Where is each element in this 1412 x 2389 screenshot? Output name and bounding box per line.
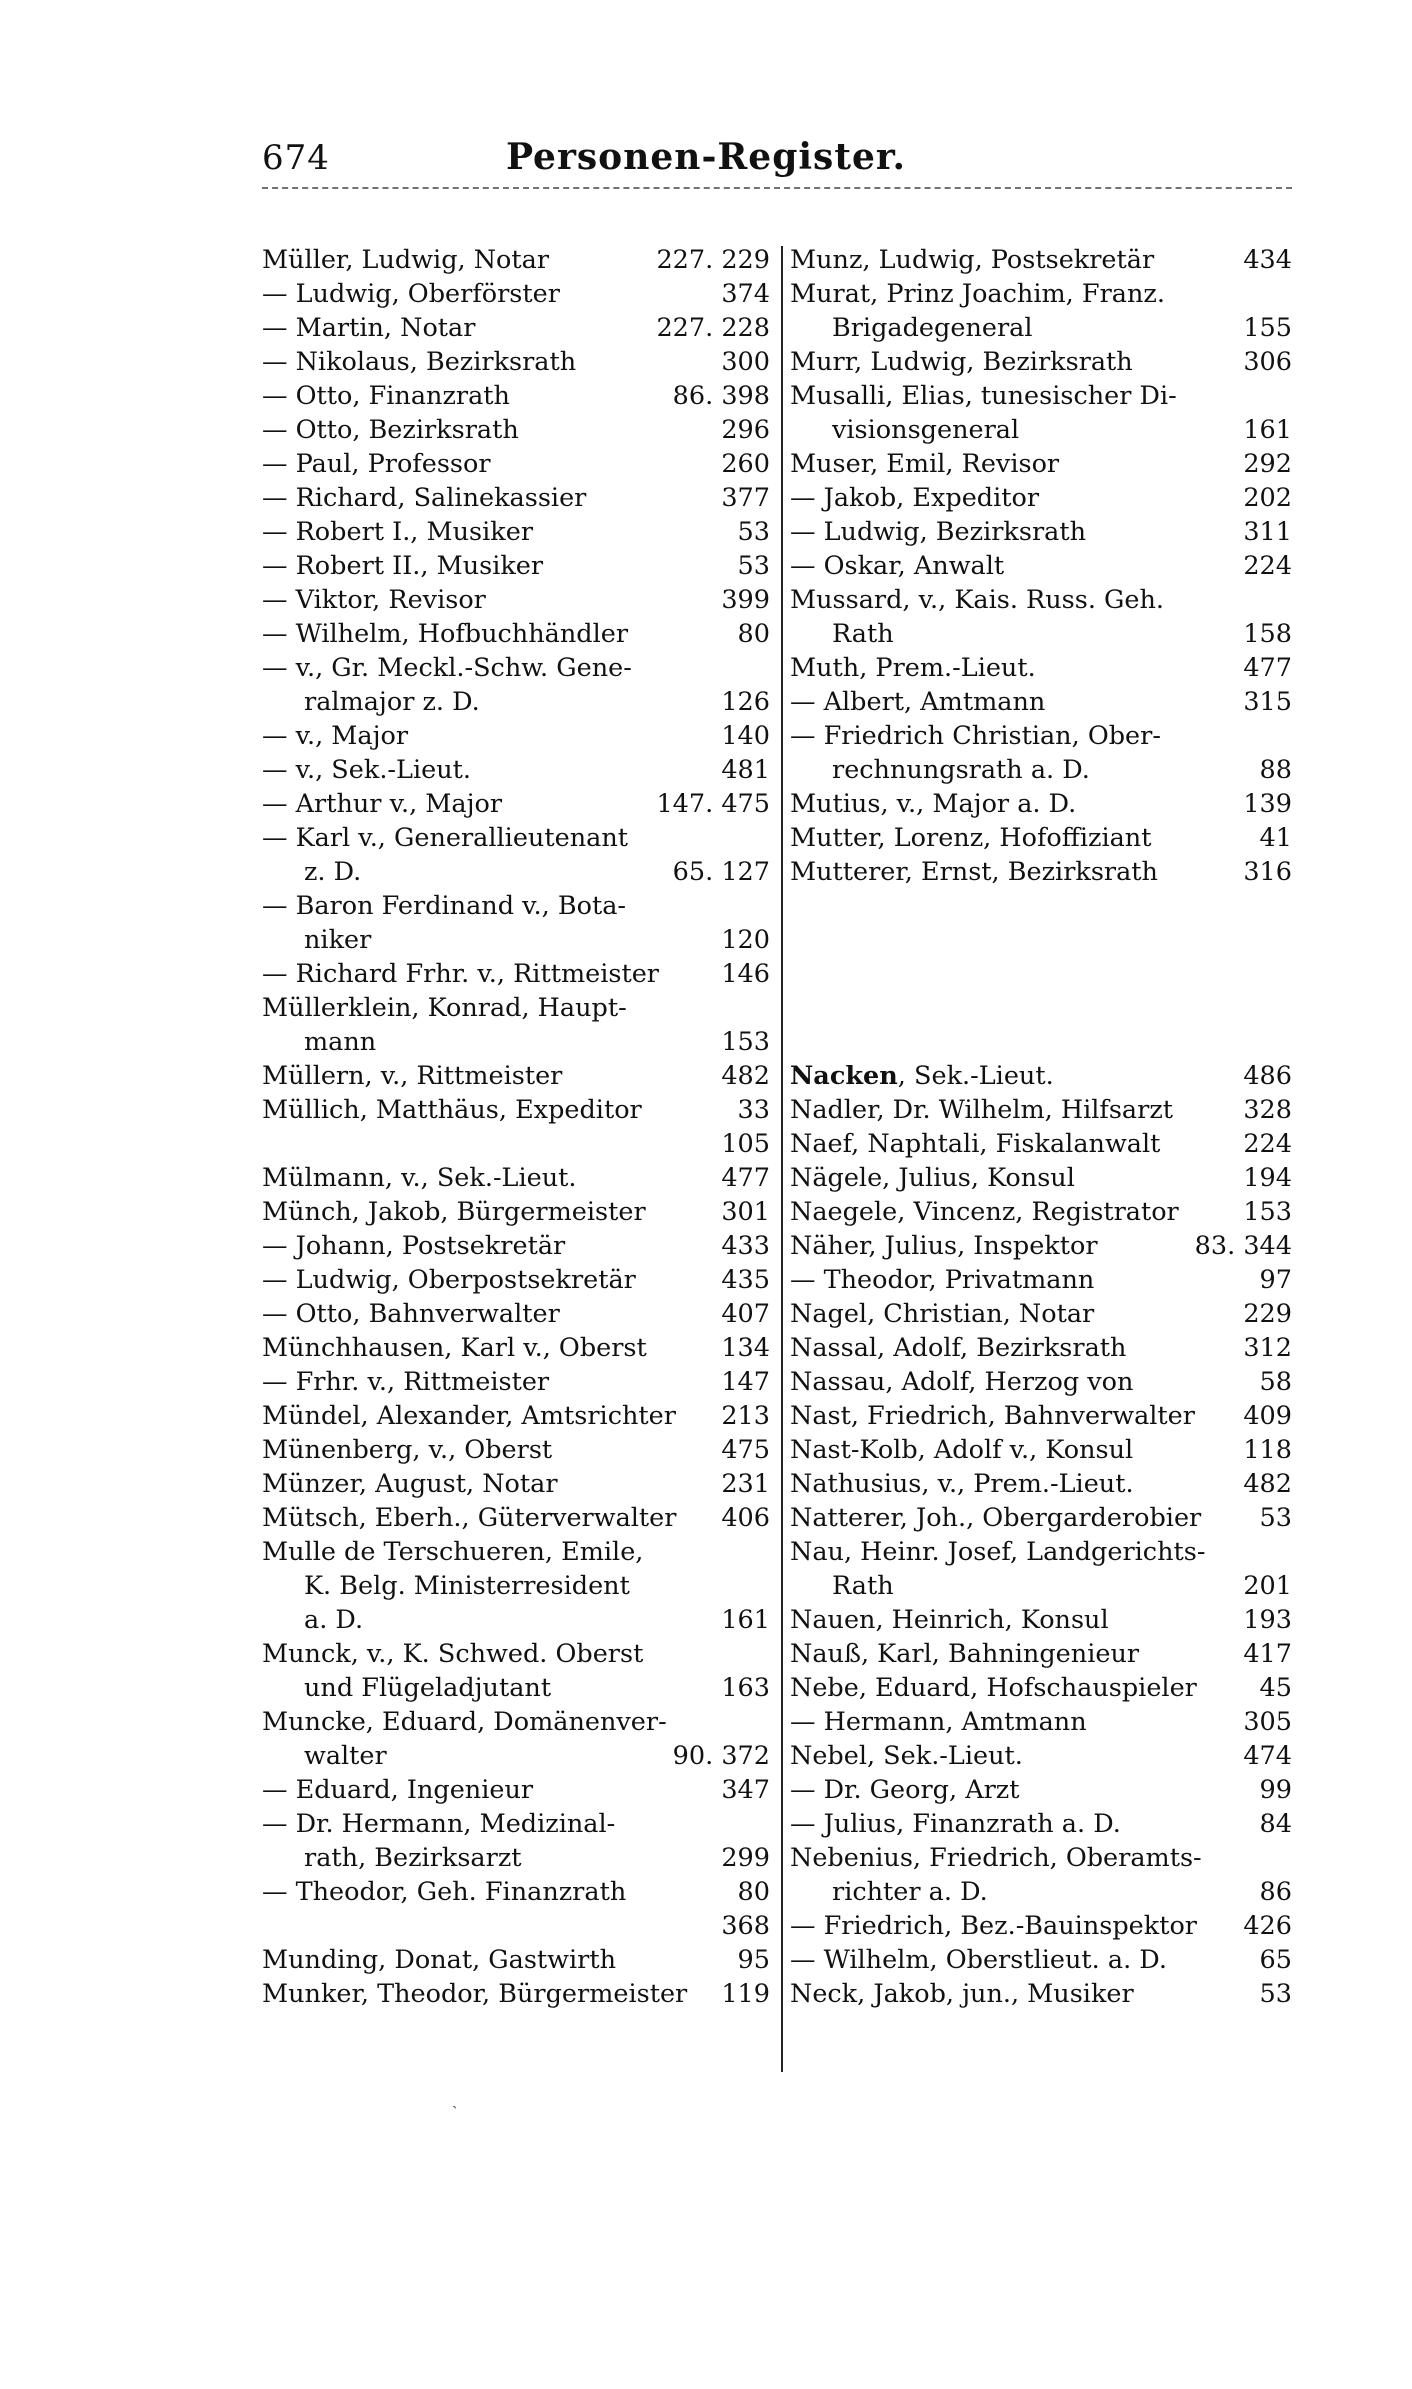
entry-name: Müllern, v., Rittmeister bbox=[262, 1061, 563, 1091]
entry-name: Mütsch, Eberh., Güterverwalter bbox=[262, 1503, 677, 1533]
page-reference: 147. 475 bbox=[656, 789, 770, 819]
register-entry bbox=[262, 549, 770, 583]
entry-name: Nagel, Christian, Notar bbox=[790, 1299, 1095, 1329]
register-entry bbox=[262, 685, 770, 719]
register-entry bbox=[790, 821, 1292, 855]
entry-name: Musalli, Elias, tunesischer Di- bbox=[790, 381, 1177, 411]
entry-name: — Johann, Postsekretär bbox=[262, 1231, 566, 1261]
register-entry bbox=[790, 379, 1292, 413]
entry-name: — Baron Ferdinand v., Bota- bbox=[262, 891, 627, 921]
entry-continuation-text: Brigadegeneral bbox=[832, 313, 1033, 343]
page-reference: 477 bbox=[721, 1163, 770, 1193]
register-entry bbox=[262, 991, 770, 1025]
register-entry bbox=[790, 719, 1292, 753]
register-entry bbox=[790, 787, 1292, 821]
page-reference: 306 bbox=[1243, 347, 1292, 377]
register-entry bbox=[262, 243, 770, 277]
entry-name: Munz, Ludwig, Postsekretär bbox=[790, 245, 1155, 275]
column-divider bbox=[781, 246, 783, 2072]
blank-line bbox=[790, 991, 1292, 1025]
entry-name: — Theodor, Privatmann bbox=[790, 1265, 1095, 1295]
page-reference: 482 bbox=[721, 1061, 770, 1091]
entry-name: Müllich, Matthäus, Expeditor bbox=[262, 1095, 642, 1125]
register-entry bbox=[262, 1025, 770, 1059]
section-lead-word: Nacken bbox=[790, 1061, 898, 1091]
blank-line bbox=[790, 889, 1292, 923]
entry-name: Münenberg, v., Oberst bbox=[262, 1435, 553, 1465]
page-reference: 53 bbox=[1259, 1979, 1292, 2009]
register-entry bbox=[790, 583, 1292, 617]
entry-name: Naegele, Vincenz, Registrator bbox=[790, 1197, 1179, 1227]
page-reference: 311 bbox=[1243, 517, 1292, 547]
register-entry bbox=[790, 1569, 1292, 1603]
entry-name: Mündel, Alexander, Amtsrichter bbox=[262, 1401, 676, 1431]
entry-name: Müllerklein, Konrad, Haupt- bbox=[262, 993, 627, 1023]
page-reference: 316 bbox=[1243, 857, 1292, 887]
blank-line bbox=[790, 957, 1292, 991]
page-reference: 474 bbox=[1243, 1741, 1292, 1771]
register-entry bbox=[790, 1943, 1292, 1977]
register-entry bbox=[790, 1161, 1292, 1195]
entry-continuation-text: ralmajor z. D. bbox=[304, 687, 480, 717]
page-reference: 434 bbox=[1243, 245, 1292, 275]
entry-name: Naef, Naphtali, Fiskalanwalt bbox=[790, 1129, 1161, 1159]
page-reference: 433 bbox=[721, 1231, 770, 1261]
register-entry bbox=[262, 379, 770, 413]
register-entry bbox=[790, 1195, 1292, 1229]
register-entry bbox=[262, 481, 770, 515]
register-entry bbox=[790, 1637, 1292, 1671]
register-entry bbox=[790, 1739, 1292, 1773]
page-reference: 90. 372 bbox=[672, 1741, 770, 1771]
header-rule bbox=[262, 187, 1292, 189]
register-entry bbox=[790, 1433, 1292, 1467]
page-reference: 53 bbox=[737, 551, 770, 581]
entry-name: Munding, Donat, Gastwirth bbox=[262, 1945, 617, 1975]
page-reference: 155 bbox=[1243, 313, 1292, 343]
page-reference: 95 bbox=[737, 1945, 770, 1975]
entry-name: — Richard, Salinekassier bbox=[262, 483, 587, 513]
page-reference: 299 bbox=[721, 1843, 770, 1873]
page-reference: 161 bbox=[1243, 415, 1292, 445]
register-entry bbox=[262, 1127, 770, 1161]
page-reference: 193 bbox=[1243, 1605, 1292, 1635]
page-reference: 377 bbox=[721, 483, 770, 513]
entry-name: Nebenius, Friedrich, Oberamts- bbox=[790, 1843, 1202, 1873]
blank-line bbox=[790, 923, 1292, 957]
entry-continuation-text: rath, Bezirksarzt bbox=[304, 1843, 522, 1873]
register-entry bbox=[262, 345, 770, 379]
page-reference: 86 bbox=[1259, 1877, 1292, 1907]
entry-name: — Otto, Bezirksrath bbox=[262, 415, 519, 445]
page-reference: 119 bbox=[721, 1979, 770, 2009]
register-entry bbox=[262, 1603, 770, 1637]
register-entry bbox=[790, 1875, 1292, 1909]
register-entry bbox=[790, 685, 1292, 719]
page-reference: 231 bbox=[721, 1469, 770, 1499]
register-entry bbox=[790, 1059, 1292, 1093]
entry-name: — Hermann, Amtmann bbox=[790, 1707, 1087, 1737]
register-entry bbox=[262, 1739, 770, 1773]
page-reference: 146 bbox=[721, 959, 770, 989]
page-reference: 409 bbox=[1243, 1401, 1292, 1431]
register-entry bbox=[790, 345, 1292, 379]
entry-name: — Friedrich, Bez.-Bauinspektor bbox=[790, 1911, 1197, 1941]
register-column-left bbox=[262, 243, 770, 2011]
entry-continuation-text: mann bbox=[304, 1027, 377, 1057]
register-entry bbox=[790, 1467, 1292, 1501]
entry-name: — Julius, Finanzrath a. D. bbox=[790, 1809, 1121, 1839]
entry-name: — Richard Frhr. v., Rittmeister bbox=[262, 959, 659, 989]
entry-name: — Viktor, Revisor bbox=[262, 585, 486, 615]
page-reference: 224 bbox=[1243, 1129, 1292, 1159]
page-reference: 224 bbox=[1243, 551, 1292, 581]
page-reference: 80 bbox=[737, 1877, 770, 1907]
register-entry bbox=[262, 1433, 770, 1467]
register-entry bbox=[262, 1365, 770, 1399]
register-entry bbox=[790, 277, 1292, 311]
page-reference: 120 bbox=[721, 925, 770, 955]
page-reference: 260 bbox=[721, 449, 770, 479]
register-entry bbox=[790, 1909, 1292, 1943]
page-reference: 477 bbox=[1243, 653, 1292, 683]
page-reference: 147 bbox=[721, 1367, 770, 1397]
register-entry bbox=[262, 1977, 770, 2011]
entry-name: Mutterer, Ernst, Bezirksrath bbox=[790, 857, 1158, 887]
page-reference: 292 bbox=[1243, 449, 1292, 479]
entry-continuation-text: visionsgeneral bbox=[832, 415, 1020, 445]
entry-name: — v., Gr. Meckl.-Schw. Gene- bbox=[262, 653, 632, 683]
entry-name: — v., Major bbox=[262, 721, 409, 751]
register-entry bbox=[262, 1263, 770, 1297]
page-reference: 399 bbox=[721, 585, 770, 615]
entry-name: — v., Sek.-Lieut. bbox=[262, 755, 471, 785]
register-entry bbox=[262, 447, 770, 481]
entry-name: — Dr. Hermann, Medizinal- bbox=[262, 1809, 616, 1839]
register-entry bbox=[262, 515, 770, 549]
entry-name: Natterer, Joh., Obergarderobier bbox=[790, 1503, 1202, 1533]
register-entry bbox=[262, 583, 770, 617]
page-reference: 153 bbox=[1243, 1197, 1292, 1227]
entry-name: — Robert I., Musiker bbox=[262, 517, 534, 547]
register-column-right bbox=[790, 243, 1292, 2011]
register-entry bbox=[262, 1943, 770, 1977]
register-entry bbox=[262, 719, 770, 753]
page-reference: 163 bbox=[721, 1673, 770, 1703]
page-reference: 312 bbox=[1243, 1333, 1292, 1363]
register-entry bbox=[262, 1093, 770, 1127]
entry-name: Nast-Kolb, Adolf v., Konsul bbox=[790, 1435, 1134, 1465]
page-reference: 126 bbox=[721, 687, 770, 717]
register-entry bbox=[790, 753, 1292, 787]
register-entry bbox=[790, 1603, 1292, 1637]
register-entry bbox=[790, 243, 1292, 277]
entry-continuation-text: walter bbox=[304, 1741, 387, 1771]
entry-name: Nauen, Heinrich, Konsul bbox=[790, 1605, 1109, 1635]
page-reference: 53 bbox=[1259, 1503, 1292, 1533]
page-reference: 134 bbox=[721, 1333, 770, 1363]
register-entry bbox=[262, 1331, 770, 1365]
page-reference: 65 bbox=[1259, 1945, 1292, 1975]
register-entry bbox=[262, 923, 770, 957]
entry-name: — Otto, Bahnverwalter bbox=[262, 1299, 560, 1329]
entry-name: — Jakob, Expeditor bbox=[790, 483, 1040, 513]
register-entry bbox=[790, 1807, 1292, 1841]
entry-name: Nathusius, v., Prem.-Lieut. bbox=[790, 1469, 1134, 1499]
register-entry bbox=[790, 1331, 1292, 1365]
entry-name: — Friedrich Christian, Ober- bbox=[790, 721, 1161, 751]
entry-name: Nassau, Adolf, Herzog von bbox=[790, 1367, 1134, 1397]
entry-name: — Arthur v., Major bbox=[262, 789, 503, 819]
page-reference: 88 bbox=[1259, 755, 1292, 785]
register-entry bbox=[790, 1399, 1292, 1433]
register-entry bbox=[790, 1773, 1292, 1807]
entry-name: Münchhausen, Karl v., Oberst bbox=[262, 1333, 647, 1363]
entry-name: Müller, Ludwig, Notar bbox=[262, 245, 550, 275]
register-entry bbox=[262, 651, 770, 685]
entry-name: Nebe, Eduard, Hofschauspieler bbox=[790, 1673, 1197, 1703]
entry-name: — Frhr. v., Rittmeister bbox=[262, 1367, 550, 1397]
page-reference: 65. 127 bbox=[672, 857, 770, 887]
entry-name: Murat, Prinz Joachim, Franz. bbox=[790, 279, 1165, 309]
entry-name: Nau, Heinr. Josef, Landgerichts- bbox=[790, 1537, 1206, 1567]
page-reference: 80 bbox=[737, 619, 770, 649]
page-reference: 202 bbox=[1243, 483, 1292, 513]
register-entry bbox=[790, 1841, 1292, 1875]
register-entry bbox=[262, 1773, 770, 1807]
entry-continuation-text: und Flügeladjutant bbox=[304, 1673, 552, 1703]
register-entry bbox=[262, 1841, 770, 1875]
page-reference: 201 bbox=[1243, 1571, 1292, 1601]
blank-line bbox=[790, 1025, 1292, 1059]
page-reference: 417 bbox=[1243, 1639, 1292, 1669]
entry-name: — Wilhelm, Hofbuchhändler bbox=[262, 619, 629, 649]
register-entry bbox=[262, 617, 770, 651]
entry-continuation-text: niker bbox=[304, 925, 372, 955]
register-entry bbox=[790, 1297, 1292, 1331]
entry-name: Nassal, Adolf, Bezirksrath bbox=[790, 1333, 1127, 1363]
entry-name: — Paul, Professor bbox=[262, 449, 491, 479]
page-reference: 407 bbox=[721, 1299, 770, 1329]
register-entry bbox=[262, 1569, 770, 1603]
page-reference: 300 bbox=[721, 347, 770, 377]
page-reference: 158 bbox=[1243, 619, 1292, 649]
entry-name: — Karl v., Generallieutenant bbox=[262, 823, 628, 853]
register-entry bbox=[262, 1807, 770, 1841]
page-reference: 481 bbox=[721, 755, 770, 785]
register-entry bbox=[262, 1705, 770, 1739]
register-entry bbox=[790, 1671, 1292, 1705]
register-entry bbox=[790, 447, 1292, 481]
entry-name: Muncke, Eduard, Domänenver- bbox=[262, 1707, 667, 1737]
register-entry bbox=[262, 413, 770, 447]
register-entry bbox=[790, 481, 1292, 515]
register-entry bbox=[790, 413, 1292, 447]
register-entry bbox=[262, 1535, 770, 1569]
page-reference: 33 bbox=[737, 1095, 770, 1125]
page-reference: 194 bbox=[1243, 1163, 1292, 1193]
entry-continuation-text: Rath bbox=[832, 619, 894, 649]
entry-continuation-text: a. D. bbox=[304, 1605, 364, 1635]
page-reference: 153 bbox=[721, 1027, 770, 1057]
page-reference: 105 bbox=[721, 1129, 770, 1159]
entry-name: Münch, Jakob, Bürgermeister bbox=[262, 1197, 646, 1227]
register-entry bbox=[790, 651, 1292, 685]
register-entry bbox=[262, 787, 770, 821]
page-reference: 161 bbox=[721, 1605, 770, 1635]
register-entry bbox=[262, 1909, 770, 1943]
register-entry bbox=[790, 311, 1292, 345]
entry-name: — Theodor, Geh. Finanzrath bbox=[262, 1877, 627, 1907]
page-reference: 305 bbox=[1243, 1707, 1292, 1737]
entry-name: — Dr. Georg, Arzt bbox=[790, 1775, 1020, 1805]
page-reference: 301 bbox=[721, 1197, 770, 1227]
entry-name: — Otto, Finanzrath bbox=[262, 381, 510, 411]
register-entry bbox=[262, 889, 770, 923]
entry-name: — Albert, Amtmann bbox=[790, 687, 1046, 717]
page-reference: 227. 228 bbox=[656, 313, 770, 343]
page-reference: 296 bbox=[721, 415, 770, 445]
register-entry bbox=[262, 311, 770, 345]
entry-name: — Ludwig, Bezirksrath bbox=[790, 517, 1087, 547]
page-reference: 86. 398 bbox=[672, 381, 770, 411]
page-reference: 406 bbox=[721, 1503, 770, 1533]
register-entry bbox=[790, 1977, 1292, 2011]
page-reference: 435 bbox=[721, 1265, 770, 1295]
page-reference: 374 bbox=[721, 279, 770, 309]
register-entry bbox=[790, 617, 1292, 651]
entry-name: Näher, Julius, Inspektor bbox=[790, 1231, 1098, 1261]
page-reference: 83. 344 bbox=[1194, 1231, 1292, 1261]
entry-continuation-text: K. Belg. Ministerresident bbox=[304, 1571, 630, 1601]
entry-name: — Ludwig, Oberförster bbox=[262, 279, 560, 309]
page-reference: 315 bbox=[1243, 687, 1292, 717]
register-entry bbox=[262, 1637, 770, 1671]
page-reference: 118 bbox=[1243, 1435, 1292, 1465]
entry-continuation-text: richter a. D. bbox=[832, 1877, 988, 1907]
stray-mark: ˏ bbox=[452, 2090, 458, 2109]
register-entry bbox=[262, 1399, 770, 1433]
register-entry bbox=[262, 957, 770, 991]
page-reference: 368 bbox=[721, 1911, 770, 1941]
page-reference: 475 bbox=[721, 1435, 770, 1465]
entry-name: Muser, Emil, Revisor bbox=[790, 449, 1060, 479]
page-reference: 213 bbox=[721, 1401, 770, 1431]
register-entry bbox=[262, 1229, 770, 1263]
running-title: Personen-Register. bbox=[505, 136, 907, 178]
entry-name: — Wilhelm, Oberstlieut. a. D. bbox=[790, 1945, 1167, 1975]
register-entry bbox=[262, 1467, 770, 1501]
register-entry bbox=[790, 1535, 1292, 1569]
page-reference: 426 bbox=[1243, 1911, 1292, 1941]
entry-name: Mutius, v., Major a. D. bbox=[790, 789, 1077, 819]
register-entry bbox=[790, 1093, 1292, 1127]
entry-name: — Robert II., Musiker bbox=[262, 551, 544, 581]
page-reference: 45 bbox=[1259, 1673, 1292, 1703]
entry-continuation-text: Rath bbox=[832, 1571, 894, 1601]
entry-name: Mutter, Lorenz, Hofoffiziant bbox=[790, 823, 1152, 853]
page-number: 674 bbox=[262, 138, 330, 178]
entry-continuation-text: z. D. bbox=[304, 857, 362, 887]
register-entry bbox=[262, 1195, 770, 1229]
entry-name: Nägele, Julius, Konsul bbox=[790, 1163, 1075, 1193]
register-entry bbox=[262, 1501, 770, 1535]
entry-name: Munker, Theodor, Bürgermeister bbox=[262, 1979, 688, 2009]
register-entry bbox=[262, 753, 770, 787]
entry-name: Nacken, Sek.-Lieut. bbox=[790, 1061, 1054, 1091]
register-entry bbox=[262, 1161, 770, 1195]
entry-name: Munck, v., K. Schwed. Oberst bbox=[262, 1639, 644, 1669]
page-reference: 140 bbox=[721, 721, 770, 751]
entry-name: Mulle de Terschueren, Emile, bbox=[262, 1537, 644, 1567]
page-reference: 53 bbox=[737, 517, 770, 547]
register-entry bbox=[262, 1875, 770, 1909]
register-entry bbox=[790, 1365, 1292, 1399]
page-reference: 486 bbox=[1243, 1061, 1292, 1091]
register-entry bbox=[790, 1127, 1292, 1161]
entry-name: — Martin, Notar bbox=[262, 313, 476, 343]
page-reference: 41 bbox=[1259, 823, 1292, 853]
entry-continuation-text: rechnungsrath a. D. bbox=[832, 755, 1090, 785]
register-entry bbox=[790, 855, 1292, 889]
page-reference: 139 bbox=[1243, 789, 1292, 819]
page-reference: 97 bbox=[1259, 1265, 1292, 1295]
entry-name: Nebel, Sek.-Lieut. bbox=[790, 1741, 1023, 1771]
page-reference: 347 bbox=[721, 1775, 770, 1805]
entry-name: Nauß, Karl, Bahningenieur bbox=[790, 1639, 1140, 1669]
page-reference: 58 bbox=[1259, 1367, 1292, 1397]
page-reference: 84 bbox=[1259, 1809, 1292, 1839]
register-entry bbox=[262, 1671, 770, 1705]
entry-name: — Oskar, Anwalt bbox=[790, 551, 1005, 581]
entry-name: — Ludwig, Oberpostsekretär bbox=[262, 1265, 636, 1295]
entry-name: — Eduard, Ingenieur bbox=[262, 1775, 534, 1805]
register-entry bbox=[262, 1059, 770, 1093]
register-entry bbox=[262, 1297, 770, 1331]
register-entry bbox=[790, 549, 1292, 583]
page-reference: 229 bbox=[1243, 1299, 1292, 1329]
entry-name: — Nikolaus, Bezirksrath bbox=[262, 347, 577, 377]
register-entry bbox=[262, 855, 770, 889]
register-entry bbox=[262, 821, 770, 855]
register-entry bbox=[790, 1229, 1292, 1263]
page-reference: 99 bbox=[1259, 1775, 1292, 1805]
page-reference: 227. 229 bbox=[656, 245, 770, 275]
register-entry bbox=[262, 277, 770, 311]
entry-name: Muth, Prem.-Lieut. bbox=[790, 653, 1036, 683]
entry-name: Mussard, v., Kais. Russ. Geh. bbox=[790, 585, 1165, 615]
register-entry bbox=[790, 1263, 1292, 1297]
entry-name: Nast, Friedrich, Bahnverwalter bbox=[790, 1401, 1195, 1431]
entry-name: Neck, Jakob, jun., Musiker bbox=[790, 1979, 1134, 2009]
page-reference: 482 bbox=[1243, 1469, 1292, 1499]
register-entry bbox=[790, 515, 1292, 549]
register-entry bbox=[790, 1501, 1292, 1535]
entry-name: Murr, Ludwig, Bezirksrath bbox=[790, 347, 1133, 377]
entry-name: Münzer, August, Notar bbox=[262, 1469, 558, 1499]
page-reference: 328 bbox=[1243, 1095, 1292, 1125]
entry-name: Mülmann, v., Sek.-Lieut. bbox=[262, 1163, 577, 1193]
register-entry bbox=[790, 1705, 1292, 1739]
entry-name: Nadler, Dr. Wilhelm, Hilfsarzt bbox=[790, 1095, 1174, 1125]
